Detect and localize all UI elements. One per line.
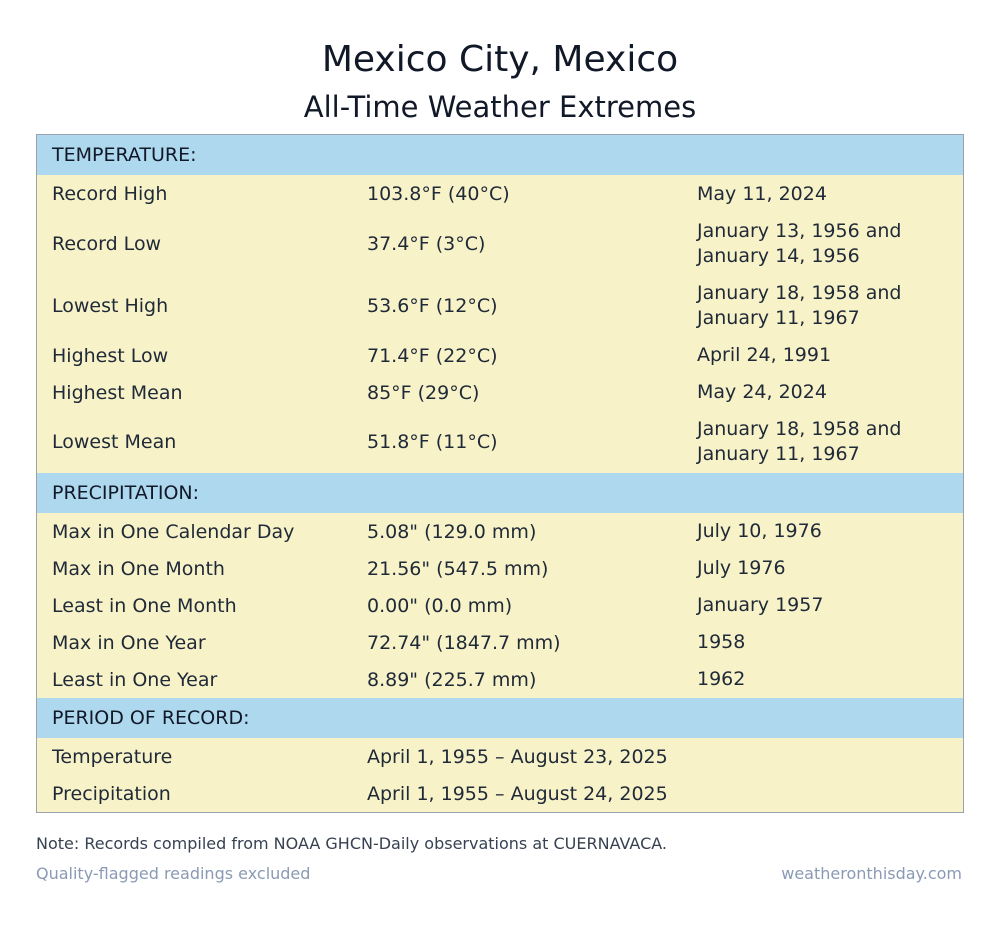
table-row [37,775,963,812]
section-header-temperature: TEMPERATURE: [37,135,963,175]
row-value: 37.4°F (3°C) [367,233,486,255]
row-value: April 1, 1955 – August 23, 2025 [367,745,668,768]
row-date: April 24, 1991 [697,344,832,366]
row-label: Precipitation [52,782,171,805]
row-value: 5.08" (129.0 mm) [367,520,537,543]
row-value: 72.74" (1847.7 mm) [367,631,561,654]
section-header-period-of-record: PERIOD OF RECORD: [37,698,963,738]
table-row [37,337,963,374]
row-label: Max in One Calendar Day [52,520,295,543]
row-label: Lowest High [52,295,169,317]
row-value: 0.00" (0.0 mm) [367,594,513,617]
table-row [37,587,963,624]
row-label: Record Low [52,233,162,255]
table-row [37,374,963,411]
table-row [37,411,963,473]
table-row [37,213,963,275]
table-row [37,624,963,661]
row-label: Highest Low [52,344,169,367]
row-value: 8.89" (225.7 mm) [367,668,537,691]
table-row [37,275,963,337]
row-value: 85°F (29°C) [367,381,480,404]
row-date: 1962 [697,668,746,690]
extremes-table [36,134,964,813]
row-label: Max in One Month [52,557,225,580]
source-credit: weatheronthisday.com [781,864,962,883]
row-label: Temperature [52,745,173,768]
table-row [37,738,963,775]
table-row [37,550,963,587]
row-value: 53.6°F (12°C) [367,295,498,317]
row-label: Lowest Mean [52,431,177,453]
row-label: Least in One Year [52,668,218,691]
row-value: 51.8°F (11°C) [367,431,498,453]
table-row [37,175,963,213]
quality-note: Quality-flagged readings excluded [36,864,311,883]
row-date: January 18, 1958 and January 11, 1967 [697,418,902,465]
row-date: July 1976 [697,557,786,579]
page-title: Mexico City, Mexico [321,39,679,80]
row-date: January 18, 1958 and January 11, 1967 [697,282,902,329]
row-date: January 1957 [697,594,824,616]
row-label: Least in One Month [52,594,237,617]
page-subtitle: All-Time Weather Extremes [303,90,697,124]
row-date: May 24, 2024 [697,381,827,403]
row-label: Highest Mean [52,381,183,404]
row-value: April 1, 1955 – August 24, 2025 [367,782,668,805]
section-header-precipitation: PRECIPITATION: [37,473,963,513]
row-value: 71.4°F (22°C) [367,344,498,367]
row-label: Max in One Year [52,631,206,654]
row-date: May 11, 2024 [697,182,827,205]
row-date: 1958 [697,631,746,653]
table-row [37,513,963,550]
row-date: January 13, 1956 and January 14, 1956 [697,220,902,267]
table-row [37,661,963,698]
row-value: 103.8°F (40°C) [367,183,510,205]
row-value: 21.56" (547.5 mm) [367,557,549,580]
row-label: Record High [52,183,168,205]
row-date: July 10, 1976 [697,520,822,542]
records-note: Note: Records compiled from NOAA GHCN-Daily observations at CUERNAVACA. [36,834,668,853]
